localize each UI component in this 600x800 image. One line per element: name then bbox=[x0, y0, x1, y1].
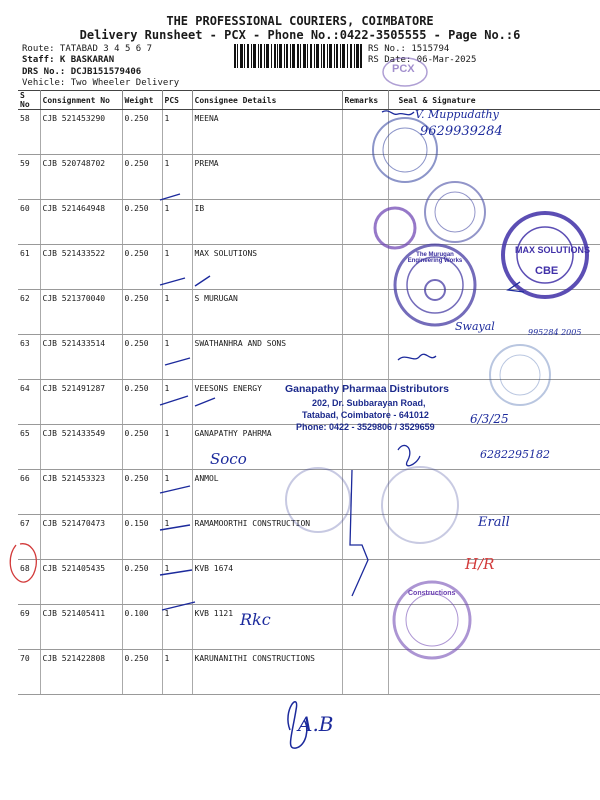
seal-signature-cell bbox=[388, 155, 600, 200]
table-row bbox=[18, 290, 600, 335]
number-63: 995284 2005 bbox=[528, 328, 582, 337]
route: Route: TATABAD 3 4 5 6 7 bbox=[22, 44, 153, 54]
drs-number: DRS No.: DCJB151579406 bbox=[22, 67, 142, 77]
table-row bbox=[18, 155, 600, 200]
engineering-stamp-text: The Murugan Engineering Works bbox=[407, 252, 463, 264]
consignee-cell: GANAPATHY PAHRMA bbox=[192, 425, 342, 470]
sno-cell: 67 bbox=[18, 515, 40, 560]
remarks-cell bbox=[342, 515, 388, 560]
weight-cell: 0.250 bbox=[122, 470, 162, 515]
weight-cell: 0.250 bbox=[122, 245, 162, 290]
ganapathy-phone: Phone: 0422 - 3529806 / 3529659 bbox=[296, 422, 435, 432]
remarks-cell bbox=[342, 650, 388, 695]
sno-cell: 66 bbox=[18, 470, 40, 515]
consignment-cell: CJB 521433522 bbox=[40, 245, 122, 290]
col-consignment: Consignment No bbox=[40, 91, 122, 110]
pcs-cell: 1 bbox=[162, 380, 192, 425]
table-row bbox=[18, 110, 600, 155]
consignee-cell: KARUNANITHI CONSTRUCTIONS bbox=[192, 650, 342, 695]
remarks-cell bbox=[342, 470, 388, 515]
table-row bbox=[18, 515, 600, 560]
remark-69: H/R bbox=[465, 555, 495, 573]
table-row bbox=[18, 650, 600, 695]
sno-cell: 69 bbox=[18, 605, 40, 650]
consignee-cell: MAX SOLUTIONS bbox=[192, 245, 342, 290]
table-row bbox=[18, 200, 600, 245]
table-header bbox=[18, 91, 600, 110]
consignee-cell: KVB 1674 bbox=[192, 560, 342, 605]
pcx-stamp-text: PCX bbox=[392, 63, 415, 75]
pcs-cell: 1 bbox=[162, 290, 192, 335]
staff: Staff: K BASKARAN bbox=[22, 55, 115, 65]
sno-cell: 58 bbox=[18, 110, 40, 155]
table-row bbox=[18, 560, 600, 605]
constructions-stamp-text: Constructions bbox=[408, 590, 456, 597]
remarks-cell bbox=[342, 605, 388, 650]
pcs-cell: 1 bbox=[162, 560, 192, 605]
consignment-cell: CJB 521453323 bbox=[40, 470, 122, 515]
consignee-cell: MEENA bbox=[192, 110, 342, 155]
table-row bbox=[18, 335, 600, 380]
weight-cell: 0.250 bbox=[122, 425, 162, 470]
sno-cell: 60 bbox=[18, 200, 40, 245]
table-row bbox=[18, 605, 600, 650]
weight-cell: 0.250 bbox=[122, 335, 162, 380]
consignment-cell: CJB 521405411 bbox=[40, 605, 122, 650]
consignment-cell: CJB 521453290 bbox=[40, 110, 122, 155]
pcs-cell: 1 bbox=[162, 515, 192, 560]
signature-63: Swayal bbox=[455, 320, 495, 333]
remarks-cell bbox=[342, 200, 388, 245]
signature-58: V. Muppudathy bbox=[415, 108, 499, 121]
col-weight: Weight bbox=[122, 91, 162, 110]
seal-signature-cell bbox=[388, 200, 600, 245]
seal-signature-cell bbox=[388, 650, 600, 695]
weight-cell: 0.150 bbox=[122, 515, 162, 560]
weight-cell: 0.250 bbox=[122, 380, 162, 425]
sno-cell: 61 bbox=[18, 245, 40, 290]
pcs-cell: 1 bbox=[162, 425, 192, 470]
vehicle: Vehicle: Two Wheeler Delivery bbox=[22, 78, 180, 88]
weight-cell: 0.250 bbox=[122, 290, 162, 335]
max-solutions-text: MAX SOLUTIONS bbox=[515, 245, 591, 255]
rs-date: RS Date: 06-Mar-2025 bbox=[368, 55, 477, 65]
rs-number: RS No.: 1515794 bbox=[368, 44, 450, 54]
consignee-cell: PREMA bbox=[192, 155, 342, 200]
remarks-cell bbox=[342, 560, 388, 605]
consignment-cell: CJB 521470473 bbox=[40, 515, 122, 560]
seal-signature-cell bbox=[388, 470, 600, 515]
pcs-cell: 1 bbox=[162, 470, 192, 515]
sno-cell: 65 bbox=[18, 425, 40, 470]
weight-cell: 0.250 bbox=[122, 560, 162, 605]
weight-cell: 0.250 bbox=[122, 110, 162, 155]
pcs-cell: 1 bbox=[162, 650, 192, 695]
phone-58: 9629939284 bbox=[420, 124, 503, 139]
consignee-cell: IB bbox=[192, 200, 342, 245]
col-pcs: PCS bbox=[162, 91, 192, 110]
seal-signature-cell bbox=[388, 605, 600, 650]
runsheet-title: Delivery Runsheet - PCX - Phone No.:0422-3505555 - Page No.:6 bbox=[79, 28, 521, 42]
table-row bbox=[18, 470, 600, 515]
remarks-cell bbox=[342, 290, 388, 335]
consignment-cell: CJB 521405435 bbox=[40, 560, 122, 605]
signature-66: Soco bbox=[210, 450, 247, 468]
col-sno: S No bbox=[18, 91, 40, 110]
sno-cell: 63 bbox=[18, 335, 40, 380]
signature-70: Rkc bbox=[240, 610, 271, 629]
weight-cell: 0.100 bbox=[122, 605, 162, 650]
ganapathy-address2: Tatabad, Coimbatore - 641012 bbox=[302, 410, 429, 420]
phone-66: 6282295182 bbox=[480, 448, 550, 461]
consignment-cell: CJB 521491287 bbox=[40, 380, 122, 425]
sno-cell: 62 bbox=[18, 290, 40, 335]
ganapathy-name: Ganapathy Pharmaa Distributors bbox=[285, 383, 449, 395]
consignment-cell: CJB 521433514 bbox=[40, 335, 122, 380]
col-consignee: Consignee Details bbox=[192, 91, 342, 110]
company-name: THE PROFESSIONAL COURIERS, COIMBATORE bbox=[166, 14, 434, 28]
pcs-cell: 1 bbox=[162, 110, 192, 155]
pcs-cell: 1 bbox=[162, 245, 192, 290]
pcs-cell: 1 bbox=[162, 155, 192, 200]
consignee-cell: S MURUGAN bbox=[192, 290, 342, 335]
pcs-cell: 1 bbox=[162, 200, 192, 245]
pcs-cell: 1 bbox=[162, 335, 192, 380]
remarks-cell bbox=[342, 155, 388, 200]
col-seal-signature: Seal & Signature bbox=[388, 91, 600, 110]
date-65: 6/3/25 bbox=[470, 412, 509, 426]
consignment-cell: CJB 521370040 bbox=[40, 290, 122, 335]
consignee-cell: SWATHANHRA AND SONS bbox=[192, 335, 342, 380]
remarks-cell bbox=[342, 245, 388, 290]
consignment-cell: CJB 521433549 bbox=[40, 425, 122, 470]
consignee-cell: RAMAMOORTHI CONSTRUCTION bbox=[192, 515, 342, 560]
seal-signature-cell bbox=[388, 335, 600, 380]
col-remarks: Remarks bbox=[342, 91, 388, 110]
barcode bbox=[234, 44, 362, 68]
consignee-cell: KVB 1121 bbox=[192, 605, 342, 650]
sno-cell: 59 bbox=[18, 155, 40, 200]
remarks-cell bbox=[342, 335, 388, 380]
pcs-cell: 1 bbox=[162, 605, 192, 650]
consignee-cell: ANMOL bbox=[192, 470, 342, 515]
table-row bbox=[18, 245, 600, 290]
weight-cell: 0.250 bbox=[122, 155, 162, 200]
remarks-cell bbox=[342, 110, 388, 155]
consignment-cell: CJB 521422808 bbox=[40, 650, 122, 695]
max-solutions-city: CBE bbox=[535, 265, 559, 277]
weight-cell: 0.250 bbox=[122, 650, 162, 695]
consignment-cell: CJB 521464948 bbox=[40, 200, 122, 245]
consignment-cell: CJB 520748702 bbox=[40, 155, 122, 200]
consignee-cell: VEESONS ENERGY bbox=[192, 380, 342, 425]
final-signature: A.B bbox=[298, 712, 334, 736]
sno-cell: 68 bbox=[18, 560, 40, 605]
weight-cell: 0.250 bbox=[122, 200, 162, 245]
ganapathy-address1: 202, Dr. Subbarayan Road, bbox=[312, 398, 426, 408]
sno-cell: 64 bbox=[18, 380, 40, 425]
signature-68: Erall bbox=[478, 515, 510, 530]
sno-cell: 70 bbox=[18, 650, 40, 695]
